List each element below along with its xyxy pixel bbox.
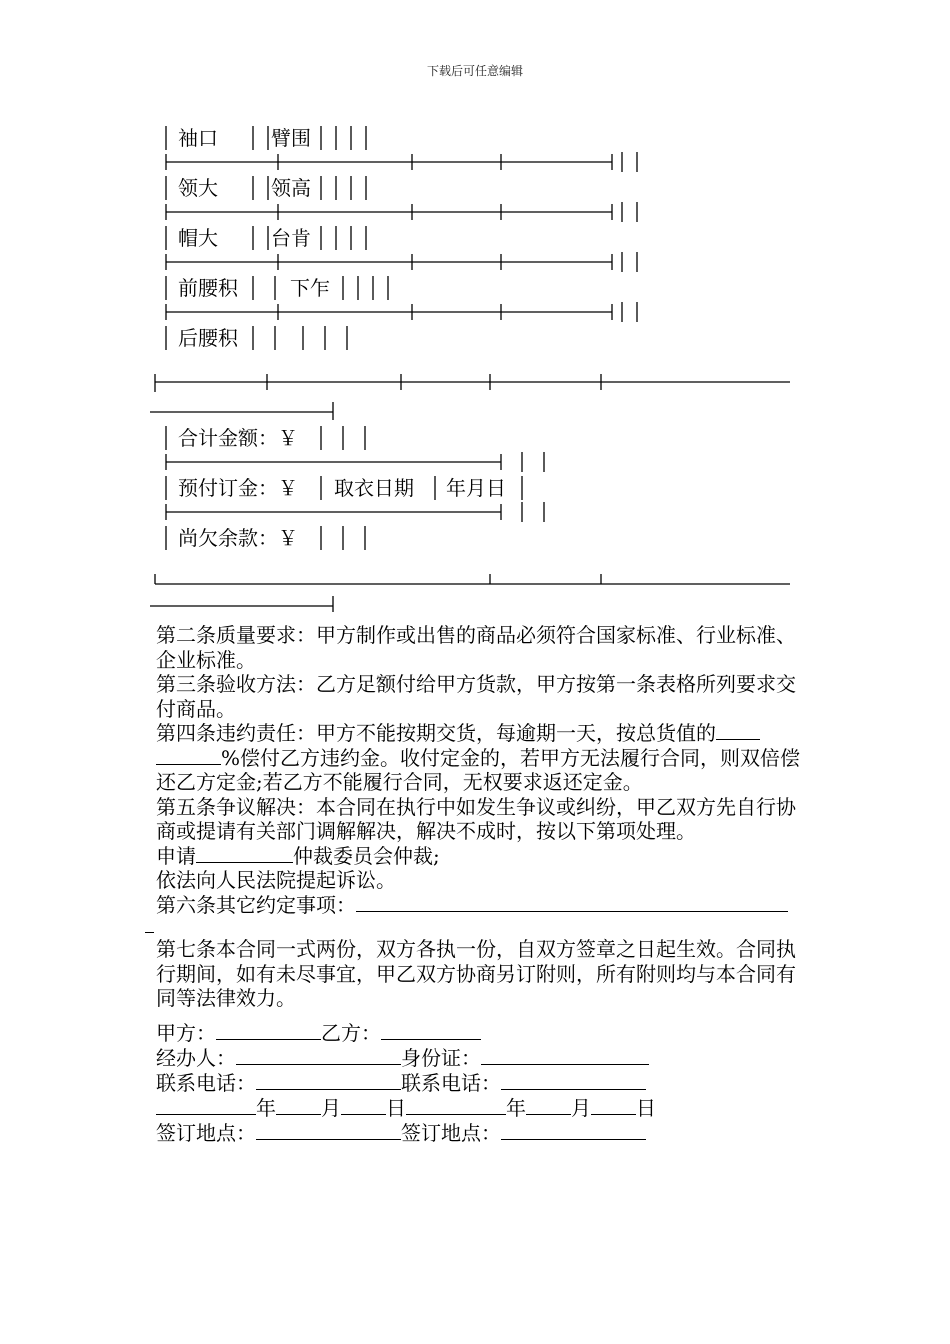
signature-party-row (156, 1021, 481, 1045)
phone-b-label: 联系电话： (401, 1071, 501, 1095)
clause-3: 第三条验收方法：乙方足额付给甲方货款，甲方按第一条表格所列要求交付商品。 (156, 672, 796, 721)
phone-b-field[interactable] (501, 1071, 646, 1090)
date-b-year-label: 年 (506, 1096, 526, 1120)
clause-6-label: 第六条其它约定事项： (156, 892, 356, 917)
table-cell-back-waist: 后腰积 (178, 326, 238, 350)
id-card-field[interactable] (481, 1046, 649, 1065)
signature-agent-row (156, 1046, 649, 1070)
phone-a-field[interactable] (256, 1071, 401, 1090)
signature-phone-row (156, 1071, 646, 1095)
wide-separator (150, 374, 790, 420)
place-a-field[interactable] (256, 1121, 401, 1140)
date-a-month-label: 月 (321, 1096, 341, 1120)
party-a-label: 甲方： (156, 1021, 216, 1045)
page-header-note: 下载后可任意编辑 (426, 64, 523, 78)
clause-5-opt1-suffix: 仲裁委员会仲裁; (293, 843, 440, 868)
party-b-label: 乙方： (321, 1021, 381, 1045)
measurement-table (150, 122, 810, 612)
arbitration-commission-blank[interactable] (196, 844, 293, 863)
penalty-rate-blank[interactable] (716, 721, 760, 740)
penalty-rate-blank-cont[interactable] (156, 746, 221, 765)
date-a-year-field[interactable] (156, 1096, 256, 1115)
agent-label: 经办人： (156, 1046, 236, 1070)
clause-5-option-2: 依法向人民法院提起诉讼。 (156, 868, 396, 892)
balance-due-label: 尚欠余款：￥ (178, 526, 298, 550)
clause-5: 第五条争议解决：本合同在执行中如发生争议或纠纷，甲乙双方先自行协商或提请有关部门调解解决，解决不成时，按以下第项处理。 (156, 794, 796, 843)
clause-4 (145, 721, 810, 795)
place-b-field[interactable] (501, 1121, 646, 1140)
clause-5-option-1 (145, 844, 810, 869)
place-a-label: 签订地点： (156, 1121, 256, 1145)
date-a-month-field[interactable] (276, 1096, 321, 1115)
date-a-day-label: 日 (386, 1096, 406, 1120)
clause-4-text-b: %偿付乙方违约金。收付定金的，若甲方无法履行合同，则双倍偿还乙方定金;若乙方不能履行合同，无权要求返还定金。 (156, 745, 801, 794)
date-a-year-label: 年 (256, 1096, 276, 1120)
party-a-field[interactable] (216, 1021, 321, 1040)
place-b-label: 签订地点： (401, 1121, 501, 1145)
table-cell-hat-size: 帽大 (178, 226, 218, 250)
table-cell-front-waist: 前腰积 (178, 276, 238, 300)
clause-4-text-a: 第四条违约责任：甲方不能按期交货，每逾期一天，按总货值的 (156, 721, 716, 745)
pickup-date-label: 取衣日期 (334, 476, 414, 500)
table-cell-xiazha: 下乍 (290, 276, 330, 300)
date-b-day-field[interactable] (591, 1096, 636, 1115)
pickup-date-value: 年月日 (446, 476, 506, 500)
other-terms-blank-row (145, 917, 810, 937)
contract-clauses (145, 623, 810, 1011)
phone-a-label: 联系电话： (156, 1071, 256, 1095)
date-a-day-field[interactable] (341, 1096, 386, 1115)
table-cell-collar-height: 领高 (271, 176, 311, 200)
other-terms-blank[interactable] (356, 893, 788, 912)
other-terms-blank-cont[interactable] (145, 917, 154, 933)
clause-2: 第二条质量要求：甲方制作或出售的商品必须符合国家标准、行业标准、企业标准。 (156, 623, 796, 672)
table-cell-arm: 臂围 (271, 126, 311, 150)
table-cell-collar-size: 领大 (178, 176, 218, 200)
date-b-day-label: 日 (636, 1096, 656, 1120)
deposit-label: 预付订金：￥ (178, 476, 298, 500)
party-b-field[interactable] (381, 1021, 481, 1040)
bottom-border (150, 574, 790, 612)
table-cell-taiken: 台肯 (271, 226, 311, 250)
agent-field[interactable] (236, 1046, 401, 1065)
signature-place-row (156, 1121, 646, 1145)
date-b-month-label: 月 (571, 1096, 591, 1120)
total-amount-label: 合计金额：￥ (178, 426, 298, 450)
table-cell-cuff: 袖口 (178, 126, 218, 150)
clause-7: 第七条本合同一式两份，双方各执一份，自双方签章之日起生效。合同执行期间，如有未尽事宜，甲乙双方协商另订附则，所有附则均与本合同有同等法律效力。 (156, 937, 796, 1010)
signature-date-row (156, 1096, 656, 1120)
date-b-month-field[interactable] (526, 1096, 571, 1115)
id-card-label: 身份证： (401, 1046, 481, 1070)
clause-6 (145, 893, 810, 918)
clause-5-opt1-prefix: 申请 (156, 843, 196, 868)
date-b-year-field[interactable] (406, 1096, 506, 1115)
